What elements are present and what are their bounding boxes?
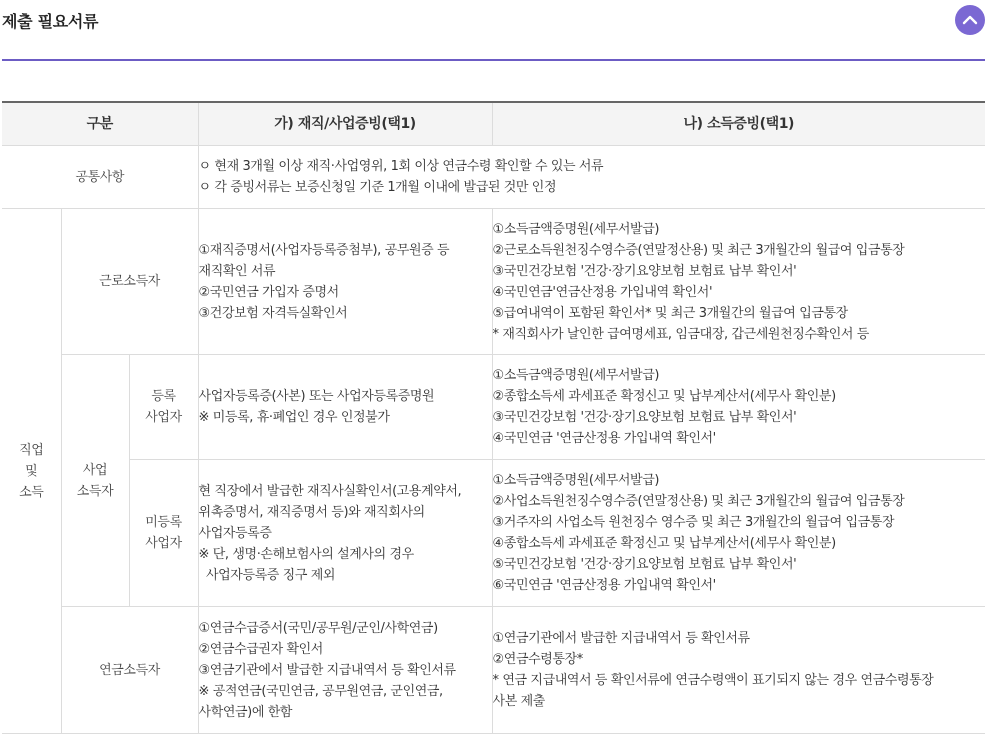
row-label-pension: 연금소득자 xyxy=(61,607,198,734)
pension-income-proof xyxy=(492,607,985,734)
doc-line: ④국민연금 '연금산정용 가입내역 확인서' xyxy=(492,431,716,446)
registered-business-proof xyxy=(198,355,492,460)
header-col-a: 가) 재직/사업증빙(택1) xyxy=(198,102,492,146)
doc-line: 위촉증명서, 재직증명서 등)와 재직회사의 xyxy=(198,504,425,520)
group-label-line: 소득 xyxy=(19,484,44,500)
doc-line: ②근로소득원천징수영수증(연말정산용) 및 최근 3개월간의 월급여 입금통장 xyxy=(492,242,905,258)
row-label-registered xyxy=(129,355,198,460)
doc-line: ③국민건강보험 '건강·장기요양보험 보험료 납부 확인서' xyxy=(492,263,797,279)
table-header-row xyxy=(2,102,985,146)
group-label-business-income xyxy=(61,355,129,607)
row-label-employee: 근로소득자 xyxy=(61,209,198,355)
required-documents-table xyxy=(2,101,985,734)
header-category: 구분 xyxy=(2,102,198,146)
doc-line: ②사업소득원천징수영수증(연말정산용) 및 최근 3개월간의 월급여 입금통장 xyxy=(492,494,905,509)
header-col-b: 나) 소득증빙(택1) xyxy=(492,102,985,146)
row-label-unregistered xyxy=(129,460,198,607)
common-line: ㅇ 현재 3개월 이상 재직·사업영위, 1회 이상 연금수령 확인할 수 있는 서류 xyxy=(198,159,604,174)
common-requirements xyxy=(198,146,985,209)
doc-line: 현 직장에서 발급한 재직사실확인서(고용계약서, xyxy=(198,483,462,499)
table-row-registered-business xyxy=(2,355,985,460)
table-row-pension xyxy=(2,607,985,734)
doc-line: ④국민연금'연금산정용 가입내역 확인서' xyxy=(492,284,713,300)
doc-line: ③국민건강보험 '건강·장기요양보험 보험료 납부 확인서' xyxy=(492,410,797,425)
doc-line: 사본 제출 xyxy=(492,694,545,709)
group-label-line: 소득자 xyxy=(76,483,114,499)
doc-line: 재직확인 서류 xyxy=(198,263,276,279)
group-label-line: 사업 xyxy=(82,462,108,478)
table-row-common xyxy=(2,146,985,209)
doc-line: 사업자등록증(사본) 또는 사업자등록증명원 xyxy=(198,389,435,404)
row-label-line: 등록 xyxy=(151,389,176,404)
group-label-line: 직업 xyxy=(19,442,44,458)
doc-line: ②국민연금 가입자 증명서 xyxy=(198,284,339,300)
doc-line: ⑤국민건강보험 '건강·장기요양보험 보험료 납부 확인서' xyxy=(492,557,797,572)
doc-line: ※ 미등록, 휴·폐업인 경우 인정불가 xyxy=(198,410,390,425)
unregistered-business-proof xyxy=(198,460,492,607)
doc-line: ①연금수급증서(국민/공무원/군인/사학연금) xyxy=(198,620,438,636)
table-row-unregistered-business xyxy=(2,460,985,607)
doc-line: ④종합소득세 과세표준 확정신고 및 납부계산서(세무사 확인분) xyxy=(492,536,836,551)
collapse-toggle-button[interactable] xyxy=(955,5,985,35)
doc-line: 사업자등록증 징구 제외 xyxy=(198,567,336,583)
doc-line: ①소득금액증명원(세무서발급) xyxy=(492,221,660,237)
doc-line: ⑥국민연금 '연금산정용 가입내역 확인서' xyxy=(492,578,716,593)
doc-line: ②연금수령통장* xyxy=(492,652,583,667)
chevron-up-icon xyxy=(962,13,978,27)
doc-line: ※ 공적연금(국민연금, 공무원연금, 군인연금, xyxy=(198,683,443,699)
section-divider xyxy=(2,59,985,61)
doc-line: ②연금수급권자 확인서 xyxy=(198,641,323,657)
doc-line: ①소득금액증명원(세무서발급) xyxy=(492,473,660,488)
doc-line: 사학연금)에 한함 xyxy=(198,704,293,720)
group-label-line: 및 xyxy=(25,463,38,479)
doc-line: ③건강보험 자격득실확인서 xyxy=(198,305,348,321)
doc-line: ①연금기관에서 발급한 지급내역서 등 확인서류 xyxy=(492,631,750,646)
doc-line: * 재직회사가 날인한 급여명세표, 임금대장, 갑근세원천징수확인서 등 xyxy=(492,326,869,342)
doc-line: * 연금 지급내역서 등 확인서류에 연금수령액이 표기되지 않는 경우 연금수령통장 xyxy=(492,673,934,688)
table-row-employee xyxy=(2,209,985,355)
employee-employment-proof xyxy=(198,209,492,355)
doc-line: ①재직증명서(사업자등록증첨부), 공무원증 등 xyxy=(198,242,450,258)
registered-income-proof xyxy=(492,355,985,460)
pension-recipient-proof xyxy=(198,607,492,734)
unregistered-income-proof xyxy=(492,460,985,607)
row-label-line: 미등록 xyxy=(145,515,182,530)
doc-line: ③거주자의 사업소득 원천징수 영수증 및 최근 3개월간의 월급여 입금통장 xyxy=(492,515,895,530)
section-title: 제출 필요서류 xyxy=(2,12,99,31)
group-label-job-income xyxy=(2,209,61,734)
employee-income-proof xyxy=(492,209,985,355)
doc-line: 사업자등록증 xyxy=(198,525,272,541)
doc-line: ③연금기관에서 발급한 지급내역서 등 확인서류 xyxy=(198,662,456,678)
doc-line: ※ 단, 생명·손해보험사의 설계사의 경우 xyxy=(198,546,414,562)
row-label-common: 공통사항 xyxy=(2,146,198,209)
row-label-line: 사업자 xyxy=(145,410,182,425)
doc-line: ①소득금액증명원(세무서발급) xyxy=(492,368,660,383)
common-line: ㅇ 각 증빙서류는 보증신청일 기준 1개월 이내에 발급된 것만 인정 xyxy=(198,180,557,195)
row-label-line: 사업자 xyxy=(145,536,182,551)
doc-line: ②종합소득세 과세표준 확정신고 및 납부계산서(세무사 확인분) xyxy=(492,389,836,404)
doc-line: ⑤급여내역이 포함된 확인서* 및 최근 3개월간의 월급여 입금통장 xyxy=(492,305,848,321)
